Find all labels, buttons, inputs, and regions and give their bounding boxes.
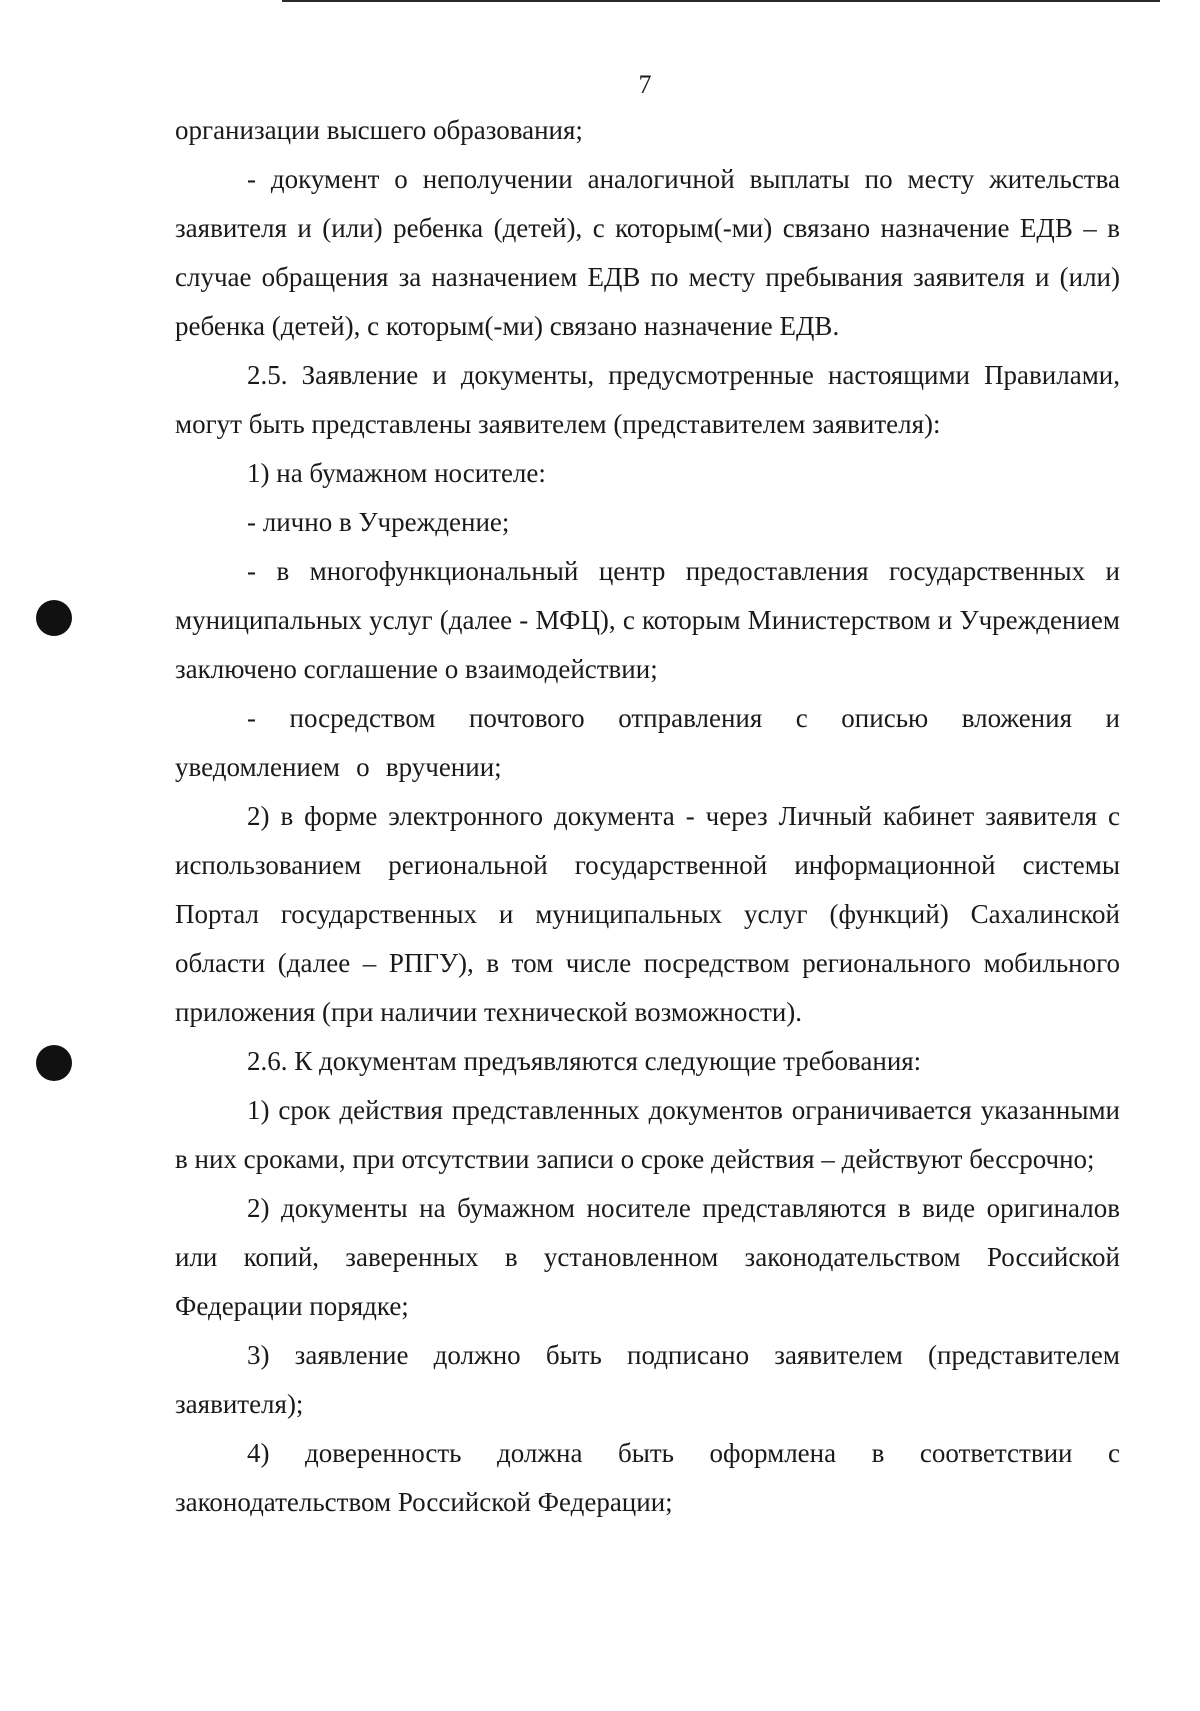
paragraph-list-item: - лично в Учреждение; [247,507,510,537]
paragraph-section-2-6: 2.6. К документам предъявляются следующие требования: [247,1046,922,1076]
top-edge-rule [282,0,1160,2]
paragraph-section-2-5: 2.5. Заявление и документы, предусмотренные настоящими Правилами, могут быть представлены заявителем (представителем заявителя): [175,360,1120,439]
paragraph-list-item: 2) в форме электронного документа - через Личный кабинет заявителя с использованием региональной государственной информационной системы Портал государственных и муниципальных услуг (функций) Сахалинской области (далее – РПГУ), в том числе посредством регионального мобильного приложения (при наличии технической возможности). [175,801,1120,1027]
page-number: 7 [638,70,652,99]
paragraph-list-item: - документ о неполучении аналогичной выплаты по месту жительства заявителя и (или) ребенка (детей), с которым(-ми) связано назначение ЕДВ – в случае обращения за назначением ЕДВ по месту пребывания заявителя и (или) ребенка (детей), с которым(-ми) связано назначение ЕДВ. [175,164,1120,341]
binder-hole-mark [36,600,72,636]
paragraph-list-item: - посредством почтового отправления с описью вложения и уведомлением о вручении; [175,703,1120,782]
paragraph-list-item: - в многофункциональный центр предоставления государственных и муниципальных услуг (далее - МФЦ), с которым Министерством и Учреждением заключено соглашение о взаимодействии; [175,556,1120,684]
document-body [175,106,1120,1527]
paragraph-list-item: 4) доверенность должна быть оформлена в соответствии с законодательством Российской Федерации; [175,1438,1120,1517]
paragraph-list-item: 3) заявление должно быть подписано заявителем (представителем заявителя); [175,1340,1120,1419]
paragraph-list-item: 2) документы на бумажном носителе представляются в виде оригиналов или копий, заверенных в установленном законодательством Российской Федерации порядке; [175,1193,1120,1321]
paragraph-continuation: организации высшего образования; [175,115,583,145]
paragraph-list-item: 1) на бумажном носителе: [247,458,546,488]
binder-hole-mark [36,1045,72,1081]
paragraph-list-item: 1) срок действия представленных документов ограничивается указанными в них сроками, при отсутствии записи о сроке действия – действуют бессрочно; [175,1095,1120,1174]
